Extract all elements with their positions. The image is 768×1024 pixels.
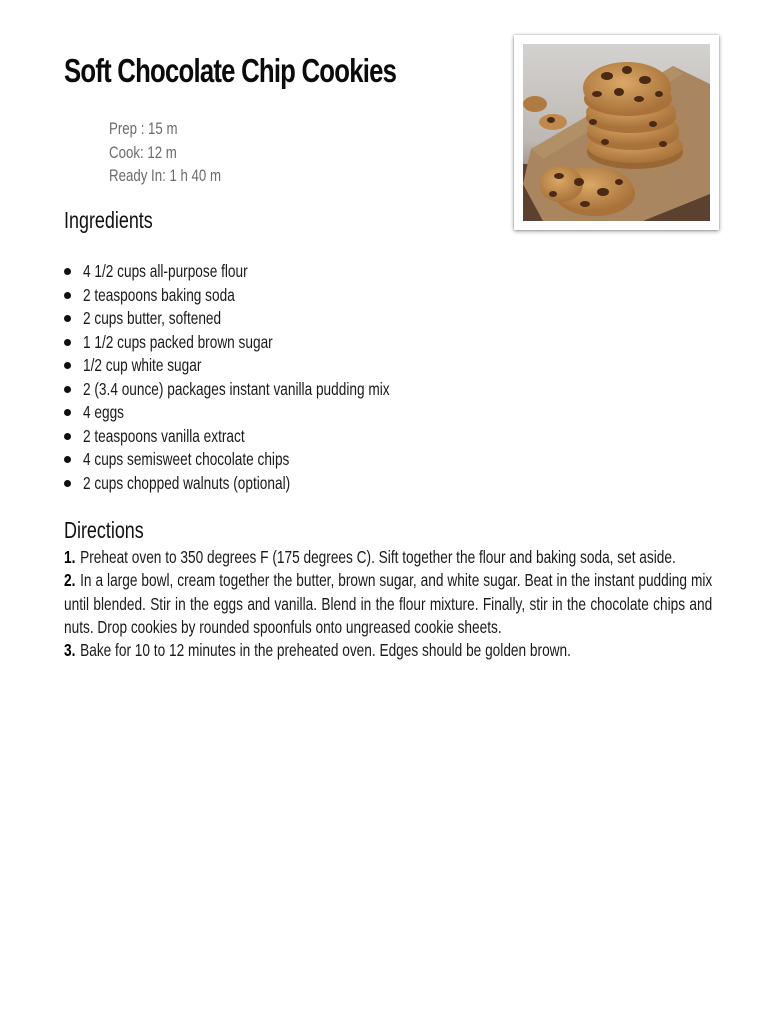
direction-step	[64, 569, 712, 639]
directions-list	[64, 546, 712, 662]
directions-heading: Directions	[64, 517, 144, 543]
ingredients-list	[64, 260, 476, 495]
ingredient-text: 1/2 cup white sugar	[83, 355, 202, 375]
ingredient-text: 2 cups butter, softened	[83, 308, 222, 328]
step-text: Bake for 10 to 12 minutes in the preheated oven. Edges should be golden brown.	[80, 640, 571, 661]
step-number: 3.	[64, 640, 76, 661]
ingredient-text: 4 1/2 cups all-purpose flour	[83, 261, 248, 281]
ingredient-item	[64, 307, 476, 331]
ingredient-item	[64, 284, 476, 308]
ingredient-text: 4 cups semisweet chocolate chips	[83, 449, 290, 469]
ingredient-text: 2 (3.4 ounce) packages instant vanilla pudding mix	[83, 378, 390, 399]
cookie-photo	[514, 35, 719, 230]
ingredient-item	[64, 260, 476, 284]
direction-step	[64, 546, 712, 569]
ingredient-item	[64, 472, 476, 496]
ingredient-item	[64, 378, 476, 402]
cookie-illustration	[523, 44, 710, 221]
step-number: 1.	[64, 547, 76, 567]
ingredient-item	[64, 425, 476, 449]
recipe-times	[109, 117, 221, 188]
bullet-icon	[64, 362, 71, 369]
bullet-icon	[64, 480, 71, 487]
direction-step	[64, 639, 712, 662]
ready-time: Ready In: 1 h 40 m	[109, 166, 222, 185]
bullet-icon	[64, 268, 71, 275]
cook-time: Cook: 12 m	[109, 142, 177, 162]
ingredient-item	[64, 331, 476, 355]
prep-time: Prep : 15 m	[109, 119, 178, 138]
ingredient-item	[64, 354, 476, 378]
ingredient-text: 2 teaspoons baking soda	[83, 284, 235, 305]
step-number: 2.	[64, 570, 76, 591]
recipe-title: Soft Chocolate Chip Cookies	[64, 52, 397, 89]
bullet-icon	[64, 433, 71, 440]
ingredient-item	[64, 448, 476, 472]
ingredient-text: 2 cups chopped walnuts (optional)	[83, 472, 291, 493]
ingredient-text: 1 1/2 cups packed brown sugar	[83, 331, 273, 352]
bullet-icon	[64, 409, 71, 416]
ingredients-heading: Ingredients	[64, 207, 153, 233]
bullet-icon	[64, 456, 71, 463]
step-text: Preheat oven to 350 degrees F (175 degrees C). Sift together the flour and baking soda, set aside.	[80, 547, 676, 567]
bullet-icon	[64, 386, 71, 393]
ingredient-text: 2 teaspoons vanilla extract	[83, 425, 245, 446]
ingredient-text: 4 eggs	[83, 402, 124, 422]
step-text: In a large bowl, cream together the butter, brown sugar, and white sugar. Beat in the instant pudding mix until blended. Stir in the eggs and vanilla. Blend in the flour mixture. Finally, stir in the chocolate chips and nuts. Drop cookies by rounded spoonfuls onto ungreased cookie sheets.	[64, 570, 713, 637]
bullet-icon	[64, 292, 71, 299]
ingredient-item	[64, 401, 476, 425]
bullet-icon	[64, 339, 71, 346]
bullet-icon	[64, 315, 71, 322]
